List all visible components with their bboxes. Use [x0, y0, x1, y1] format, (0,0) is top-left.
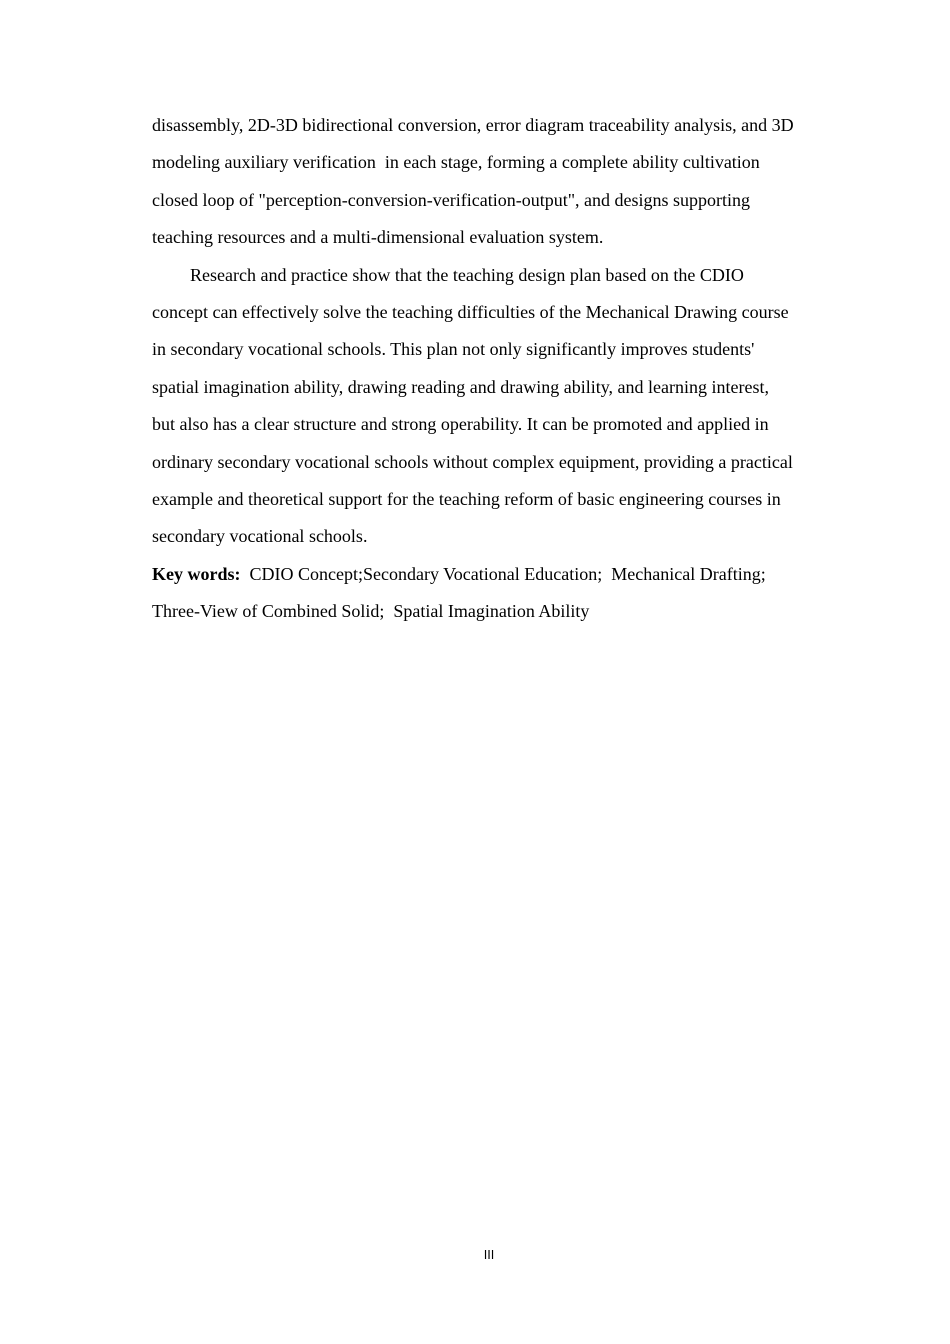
text-line: secondary vocational schools.	[152, 526, 368, 547]
keywords-section	[152, 556, 852, 631]
text-line: example and theoretical support for the teaching reform of basic engineering courses in	[152, 488, 781, 509]
text-line: disassembly, 2D-3D bidirectional conversion, error diagram traceability analysis, and 3D	[152, 115, 794, 135]
text-line: but also has a clear structure and strong operability. It can be promoted and applied in	[152, 414, 769, 435]
keywords-line	[152, 556, 852, 593]
abstract-paragraph-conclusion	[152, 257, 852, 556]
text-line: ordinary secondary vocational schools without complex equipment, providing a practical	[152, 451, 793, 472]
text-line: teaching resources and a multi-dimensional evaluation system.	[152, 227, 604, 248]
text-line: spatial imagination ability, drawing reading and drawing ability, and learning interest,	[152, 376, 769, 397]
text-line: in secondary vocational schools. This plan not only significantly improves students'	[152, 339, 755, 360]
text-line: Research and practice show that the teaching design plan based on the CDIO	[190, 264, 744, 285]
abstract-paragraph-continued	[152, 107, 852, 257]
keywords-text: CDIO Concept;Secondary Vocational Education; Mechanical Drafting;	[240, 563, 766, 584]
page-number: III	[483, 1248, 495, 1262]
text-line: closed loop of "perception-conversion-verification-output", and designs supporting	[152, 189, 751, 210]
keywords-label: Key words:	[152, 563, 241, 584]
keywords-line: Three-View of Combined Solid; Spatial Imagination Ability	[152, 601, 590, 622]
text-line: concept can effectively solve the teaching difficulties of the Mechanical Drawing course	[152, 301, 789, 322]
text-line: modeling auxiliary verification in each stage, forming a complete ability cultivation	[152, 152, 760, 173]
abstract-body	[152, 107, 852, 630]
